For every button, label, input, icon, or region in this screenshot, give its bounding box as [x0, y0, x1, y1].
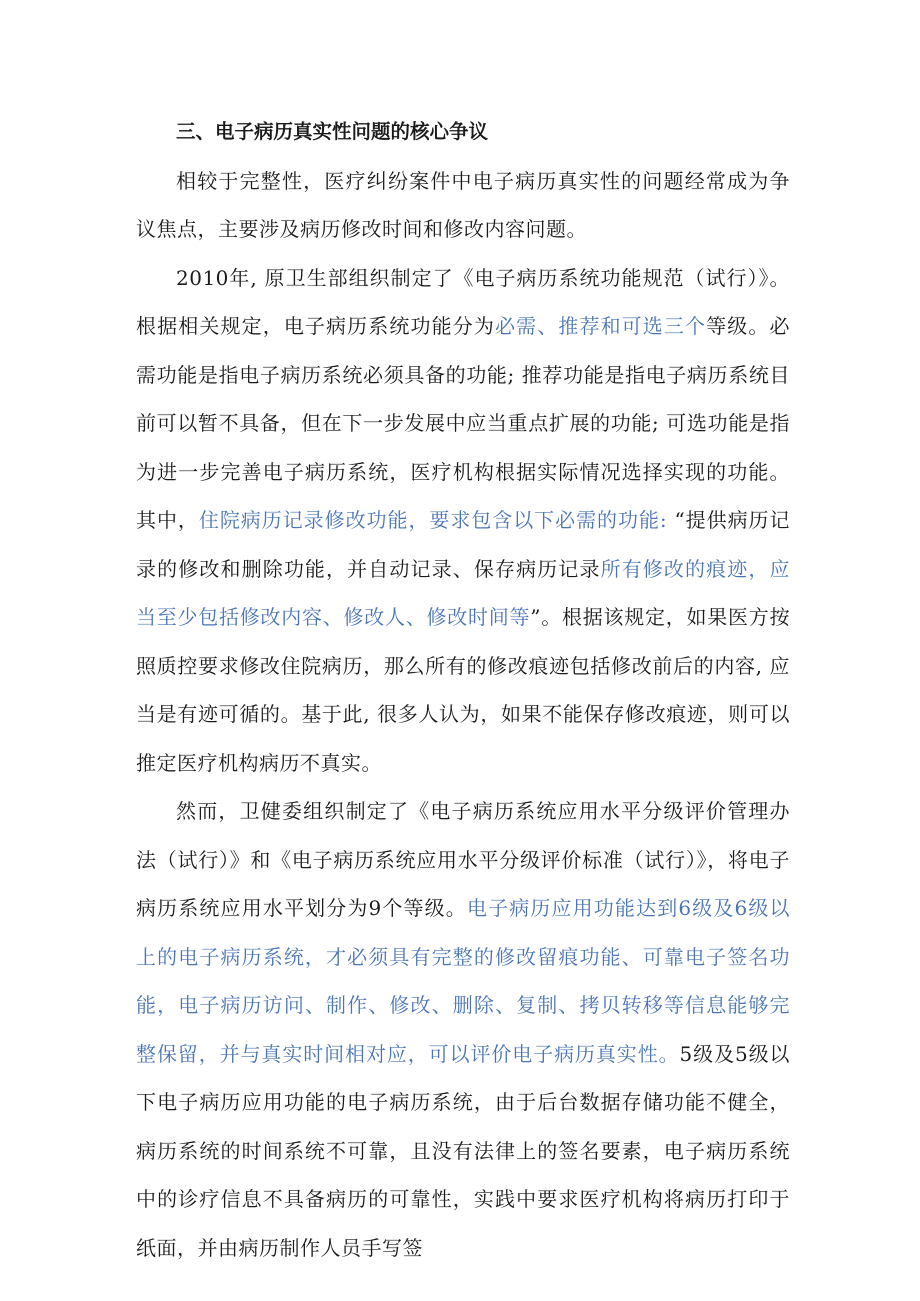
document-body — [136, 108, 790, 1272]
paragraph-2 — [136, 254, 790, 788]
body-text: 5级及5级以下电子病历应用功能的电子病历系统，由于后台数据存储功能不健全，病历系统的时间系统不可靠，且没有法律上的签名要素，电子病历系统中的诊疗信息不具备病历的可靠性，实践中要求医疗机构将病历打印于纸面，并由病历制作人员手写签 — [136, 1041, 791, 1260]
highlighted-text: 所有修改的痕迹，应当至少包括修改内容、修改人、修改时间等 — [136, 556, 791, 629]
highlighted-text: 电子病历应用功能达到6级及6级以上的电子病历系统，才必须具有完整的修改留痕功能、可靠电子签名功能，电子病历访问、制作、修改、删除、复制、拷贝转移等信息能够完整保留，并与真实时间相对应，可以评价电子病历真实性。 — [136, 896, 790, 1066]
paragraph-1 — [136, 157, 790, 254]
paragraph-3 — [136, 787, 790, 1272]
section-heading: 三、电子病历真实性问题的核心争议 — [176, 120, 489, 143]
body-text: ”。根据该规定，如果医方按照质控要求修改住院病历，那么所有的修改痕迹包括修改前后的内容, 应当是有迹可循的。基于此, 很多人认为，如果不能保存修改痕迹，则可以推定医疗机构病历不真实。 — [136, 605, 790, 775]
highlighted-text: 住院病历记录修改功能，要求包含以下必需的功能: — [198, 508, 668, 532]
body-text: 然而，卫健委组织制定了《电子病历系统应用水平分级评价管理办法（试行）》和《电子病历系统应用水平分级评价标准（试行）》，将电子病历系统应用水平划分为9个等级。 — [136, 799, 790, 920]
body-text: 2010年, 原卫生部组织制定了《电子病历系统功能规范（试行）》。根据相关规定，电子病历系统功能分为 — [136, 265, 790, 338]
highlighted-text: 必需、推荐和可选三个 — [494, 314, 707, 338]
body-text: 等级。必需功能是指电子病历系统必须具备的功能; 推荐功能是指电子病历系统目前可以暂不具备，但在下一步发展中应当重点扩展的功能; 可选功能是指为进一步完善电子病历系统，医疗机构根据实际情况选择实现的功能。其中， — [136, 314, 791, 532]
body-text: 相较于完整性，医疗纠纷案件中电子病历真实性的问题经常成为争议焦点，主要涉及病历修改时间和修改内容问题。 — [136, 168, 790, 241]
body-text: “提供病历记录的修改和删除功能，并自动记录、保存病历记录 — [136, 508, 790, 581]
